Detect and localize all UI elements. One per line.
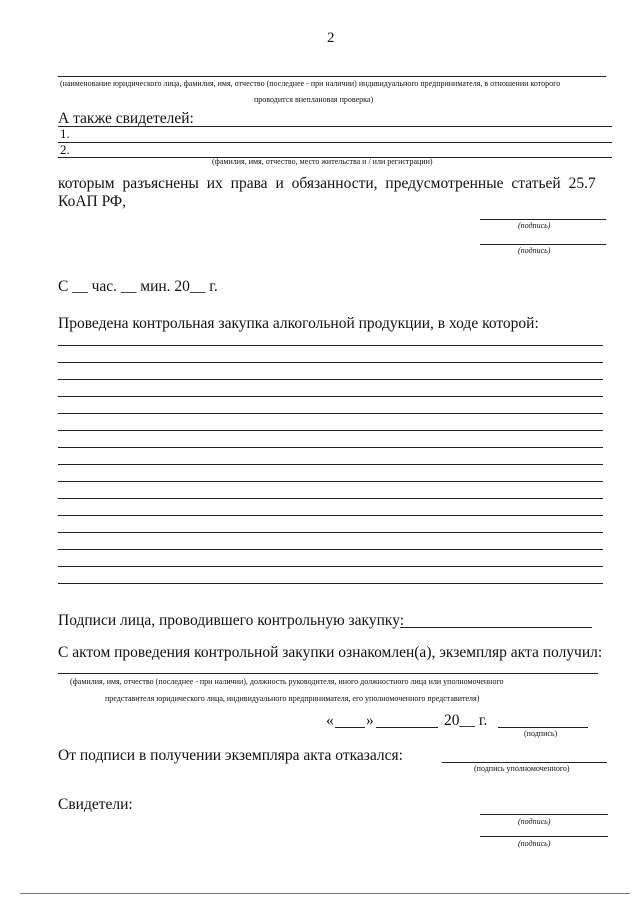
acquainted-name-line xyxy=(58,673,598,674)
entity-note-line2: проводится внеплановая проверка) xyxy=(254,95,374,104)
buyer-signature-label: Подписи лица, проводившего контрольную закупку: xyxy=(58,612,405,629)
purchase-blank-line xyxy=(58,413,603,414)
purchase-blank-line xyxy=(58,583,603,584)
witnesses-title-underline xyxy=(58,126,612,127)
purchase-blank-line xyxy=(58,430,603,431)
date-quote-open: « xyxy=(326,712,334,729)
signature-line-1 xyxy=(480,219,606,220)
refused-caption: (подпись уполномоченного) xyxy=(474,764,570,773)
witness-line-1 xyxy=(58,142,612,143)
signature-caption-1: (подпись) xyxy=(518,221,551,230)
bottom-edge-line xyxy=(20,893,630,894)
witness-sign-line-1 xyxy=(480,814,608,815)
purchase-blank-line xyxy=(58,566,603,567)
witnesses-title: А также свидетелей: xyxy=(58,110,194,127)
date-year: 20__ г. xyxy=(444,712,488,729)
purchase-blank-line xyxy=(58,396,603,397)
witness-sign-line-2 xyxy=(480,836,608,837)
purchase-blank-line xyxy=(58,498,603,499)
purchase-blank-line xyxy=(58,549,603,550)
purchase-blank-line xyxy=(58,345,603,346)
rights-text-line2: КоАП РФ, xyxy=(58,193,127,210)
purchase-blank-line xyxy=(58,379,603,380)
acquainted-text: С актом проведения контрольной закупки ознакомлен(а), экземпляр акта получил: xyxy=(58,644,603,661)
witnesses-sign-title: Свидетели: xyxy=(58,796,133,813)
witnesses-note: (фамилия, имя, отчество, место жительства и / или регистрации) xyxy=(212,157,433,166)
date-quote-close: » xyxy=(366,712,374,729)
purchase-blank-line xyxy=(58,447,603,448)
time-line: С __ час. __ мин. 20__ г. xyxy=(58,278,218,295)
acquainted-sign-line xyxy=(498,727,588,728)
acquainted-note-line2: представителя юридического лица, индивидуального предпринимателя, его уполномоченного представителя) xyxy=(105,694,480,703)
witness-sign-caption-2: (подпись) xyxy=(518,839,551,848)
purchase-title: Проведена контрольная закупка алкогольной продукции, в ходе которой: xyxy=(58,315,539,332)
acquainted-sign-caption: (подпись) xyxy=(524,729,558,738)
signature-caption-2: (подпись) xyxy=(518,246,551,255)
witness-item-1: 1. xyxy=(60,126,70,141)
purchase-blank-line xyxy=(58,464,603,465)
rights-text-line1: которым разъяснены их права и обязанности, предусмотренные статьей 25.7 xyxy=(58,175,596,192)
acquainted-note-line1: (фамилия, имя, отчество (последнее - при наличии), должность руководителя, иного должностного лица или уполномоченного xyxy=(70,677,504,686)
date-day-line xyxy=(335,727,365,728)
purchase-blank-line xyxy=(58,515,603,516)
purchase-blank-line xyxy=(58,481,603,482)
witness-sign-caption-1: (подпись) xyxy=(518,817,551,826)
date-month-line xyxy=(376,727,438,728)
witness-item-2: 2. xyxy=(60,142,70,157)
purchase-blank-line xyxy=(58,532,603,533)
signature-line-2 xyxy=(480,244,606,245)
page-number: 2 xyxy=(327,30,335,46)
refused-text: От подписи в получении экземпляра акта отказался: xyxy=(58,747,403,764)
entity-note-line1: (наименование юридического лица, фамилия, имя, отчество (последнее - при наличии) индивидуального предпринимателя, в отношении которого xyxy=(60,79,561,88)
buyer-signature-line xyxy=(400,627,592,628)
purchase-blank-line xyxy=(58,362,603,363)
refused-sign-line xyxy=(442,762,607,763)
entity-name-line xyxy=(58,76,606,77)
